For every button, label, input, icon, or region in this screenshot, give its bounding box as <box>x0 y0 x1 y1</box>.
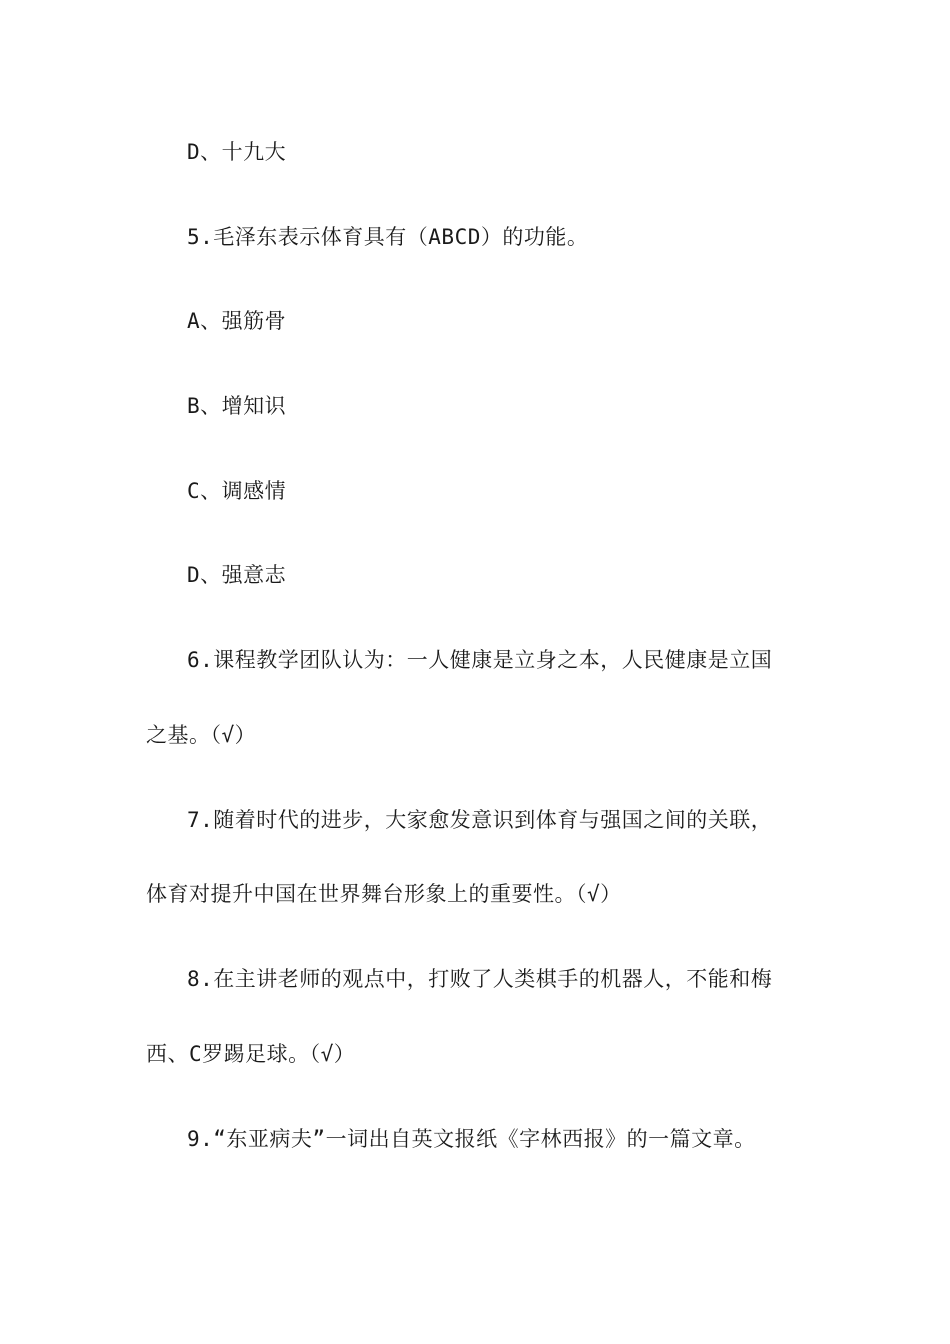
q6-question-line2: 之基。（√） <box>146 723 257 747</box>
q6-question-line1: 6.课程教学团队认为：一人健康是立身之本，人民健康是立国 <box>187 648 773 672</box>
q8-question-line2: 西、C罗踢足球。（√） <box>146 1042 356 1066</box>
q5-option-a: A、强筋骨 <box>187 309 287 333</box>
q5-option-c: C、调感情 <box>187 479 287 503</box>
q5-option-d: D、强意志 <box>187 563 287 587</box>
q5-question: 5.毛泽东表示体育具有（ABCD）的功能。 <box>187 225 589 249</box>
q9-question-line1: 9.“东亚病夫”一词出自英文报纸《字林西报》的一篇文章。 <box>187 1127 756 1151</box>
q5-option-b: B、增知识 <box>187 394 287 418</box>
q4-option-d: D、十九大 <box>187 140 287 164</box>
q7-question-line1: 7.随着时代的进步，大家愈发意识到体育与强国之间的关联， <box>187 808 773 832</box>
q7-question-line2: 体育对提升中国在世界舞台形象上的重要性。（√） <box>146 882 622 906</box>
q8-question-line1: 8.在主讲老师的观点中，打败了人类棋手的机器人，不能和梅 <box>187 967 773 991</box>
